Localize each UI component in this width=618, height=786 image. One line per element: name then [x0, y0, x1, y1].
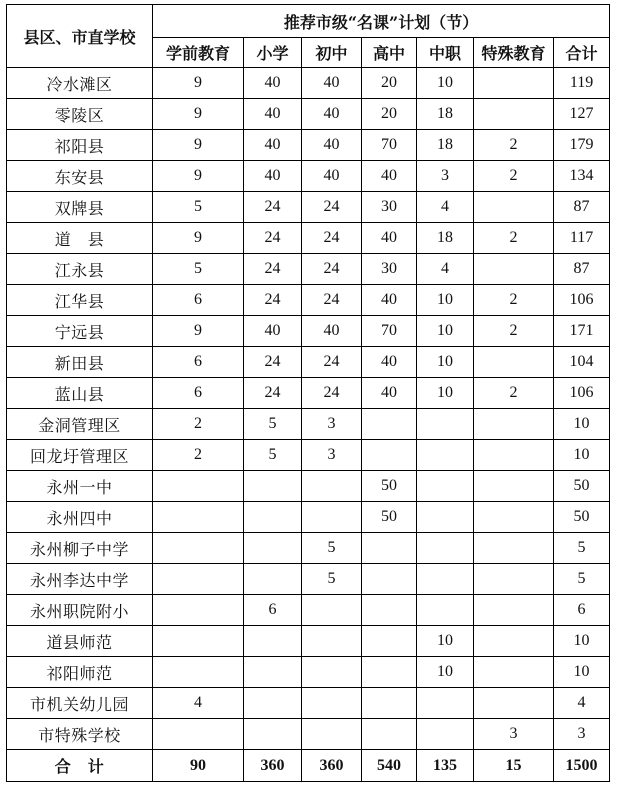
- table-cell: 106: [554, 285, 610, 316]
- table-cell: 70: [362, 130, 417, 161]
- table-row: [7, 161, 610, 192]
- table-cell: [244, 564, 302, 595]
- row-label: 双牌县: [7, 192, 153, 223]
- table-cell: 10: [417, 347, 474, 378]
- table-cell: [417, 440, 474, 471]
- table-row: [7, 502, 610, 533]
- table-cell: 171: [554, 316, 610, 347]
- row-label: 回龙圩管理区: [7, 440, 153, 471]
- table-cell: 40: [362, 161, 417, 192]
- table-cell: 24: [244, 254, 302, 285]
- table-cell: 9: [153, 99, 244, 130]
- row-label: 永州四中: [7, 502, 153, 533]
- table-cell: 10: [417, 316, 474, 347]
- table-cell: 9: [153, 161, 244, 192]
- table-cell: [302, 719, 362, 750]
- column-header: 初中: [302, 38, 362, 68]
- table-cell: 18: [417, 130, 474, 161]
- column-header: 高中: [362, 38, 417, 68]
- row-label: 合 计: [7, 750, 153, 782]
- column-header: 合计: [554, 38, 610, 68]
- table-cell: 2: [153, 440, 244, 471]
- table-cell: 40: [362, 378, 417, 409]
- table-row: [7, 68, 610, 99]
- table-cell: [474, 626, 554, 657]
- table-cell: 10: [554, 626, 610, 657]
- table-row: [7, 316, 610, 347]
- table-cell: [417, 595, 474, 626]
- table-cell: [302, 688, 362, 719]
- table-cell: [302, 471, 362, 502]
- header-row-group: [7, 5, 610, 38]
- table-cell: 24: [302, 378, 362, 409]
- table-cell: 4: [153, 688, 244, 719]
- table-cell: [244, 471, 302, 502]
- table-cell: 40: [362, 223, 417, 254]
- table-cell: 40: [244, 130, 302, 161]
- row-label: 冷水滩区: [7, 68, 153, 99]
- table-cell: [362, 564, 417, 595]
- table-cell: 119: [554, 68, 610, 99]
- table-cell: 10: [554, 440, 610, 471]
- table-cell: [153, 471, 244, 502]
- table-cell: 135: [417, 750, 474, 782]
- row-label: 宁远县: [7, 316, 153, 347]
- table-cell: 10: [417, 626, 474, 657]
- table-row: [7, 657, 610, 688]
- table-row: [7, 192, 610, 223]
- table-cell: 24: [302, 192, 362, 223]
- table-cell: [153, 595, 244, 626]
- table-cell: 6: [244, 595, 302, 626]
- table-cell: 40: [302, 316, 362, 347]
- table-cell: 40: [244, 99, 302, 130]
- table-row: [7, 688, 610, 719]
- table-cell: 179: [554, 130, 610, 161]
- table-cell: 40: [302, 99, 362, 130]
- table-row: [7, 409, 610, 440]
- table-cell: 4: [417, 254, 474, 285]
- table-cell: 6: [153, 285, 244, 316]
- table-row: [7, 130, 610, 161]
- table-cell: 10: [417, 68, 474, 99]
- corner-header: 县区、市直学校: [7, 5, 153, 68]
- table-cell: 5: [244, 440, 302, 471]
- table-cell: [474, 68, 554, 99]
- table-cell: 5: [302, 564, 362, 595]
- table-cell: 9: [153, 223, 244, 254]
- table-cell: [362, 657, 417, 688]
- table-cell: [474, 440, 554, 471]
- table-cell: [474, 657, 554, 688]
- table-cell: 10: [417, 285, 474, 316]
- table-cell: 30: [362, 192, 417, 223]
- table-cell: 40: [302, 68, 362, 99]
- table-cell: [244, 626, 302, 657]
- column-header: 学前教育: [153, 38, 244, 68]
- table-cell: 24: [302, 254, 362, 285]
- table-cell: 70: [362, 316, 417, 347]
- row-label: 永州李达中学: [7, 564, 153, 595]
- table-cell: [417, 471, 474, 502]
- table-row: [7, 440, 610, 471]
- table-cell: 40: [244, 161, 302, 192]
- table-cell: 90: [153, 750, 244, 782]
- group-header: 推荐市级“名课”计划（节）: [153, 5, 610, 38]
- table-cell: 24: [244, 378, 302, 409]
- row-label: 零陵区: [7, 99, 153, 130]
- table-cell: 3: [417, 161, 474, 192]
- table-cell: 6: [153, 378, 244, 409]
- table-cell: 18: [417, 223, 474, 254]
- table-cell: [244, 688, 302, 719]
- table-cell: 106: [554, 378, 610, 409]
- table-cell: 5: [244, 409, 302, 440]
- table-cell: [417, 564, 474, 595]
- table-cell: 15: [474, 750, 554, 782]
- table-row: [7, 285, 610, 316]
- table-cell: [474, 502, 554, 533]
- table-cell: 4: [554, 688, 610, 719]
- table-cell: [362, 595, 417, 626]
- table-cell: [153, 657, 244, 688]
- row-label: 祁阳县: [7, 130, 153, 161]
- column-header: 小学: [244, 38, 302, 68]
- table-cell: 117: [554, 223, 610, 254]
- table-cell: [302, 595, 362, 626]
- table-cell: 2: [474, 223, 554, 254]
- table-cell: 127: [554, 99, 610, 130]
- row-label: 市特殊学校: [7, 719, 153, 750]
- column-header: 中职: [417, 38, 474, 68]
- total-row: [7, 750, 610, 782]
- table-cell: [474, 409, 554, 440]
- table-cell: 40: [362, 347, 417, 378]
- table-cell: 24: [244, 347, 302, 378]
- table-cell: [362, 688, 417, 719]
- table-cell: 5: [302, 533, 362, 564]
- table-cell: 3: [302, 440, 362, 471]
- table-cell: 104: [554, 347, 610, 378]
- table-cell: 40: [302, 130, 362, 161]
- table-cell: 18: [417, 99, 474, 130]
- table-cell: [244, 719, 302, 750]
- row-label: 市机关幼儿园: [7, 688, 153, 719]
- table-cell: [153, 564, 244, 595]
- table-cell: 40: [362, 285, 417, 316]
- table-cell: 10: [417, 378, 474, 409]
- table-cell: 2: [474, 378, 554, 409]
- table-cell: 360: [244, 750, 302, 782]
- table-cell: 6: [153, 347, 244, 378]
- table-cell: [153, 533, 244, 564]
- table-cell: [244, 657, 302, 688]
- table-cell: [362, 440, 417, 471]
- table-cell: [474, 254, 554, 285]
- table-cell: [362, 409, 417, 440]
- table-row: [7, 347, 610, 378]
- table-row: [7, 471, 610, 502]
- table-cell: [474, 564, 554, 595]
- table-row: [7, 223, 610, 254]
- table-cell: 10: [554, 409, 610, 440]
- table-cell: 87: [554, 192, 610, 223]
- table-cell: [417, 409, 474, 440]
- table-cell: [302, 502, 362, 533]
- table-cell: 360: [302, 750, 362, 782]
- row-label: 新田县: [7, 347, 153, 378]
- table-row: [7, 595, 610, 626]
- table-cell: [362, 719, 417, 750]
- table-cell: 50: [554, 471, 610, 502]
- table-cell: 9: [153, 316, 244, 347]
- table-cell: 5: [153, 254, 244, 285]
- table-cell: 24: [244, 192, 302, 223]
- table-cell: 10: [554, 657, 610, 688]
- table-cell: [474, 688, 554, 719]
- table-cell: [474, 471, 554, 502]
- table-cell: 3: [302, 409, 362, 440]
- table-row: [7, 254, 610, 285]
- table-cell: [417, 719, 474, 750]
- table-cell: 9: [153, 130, 244, 161]
- row-label: 祁阳师范: [7, 657, 153, 688]
- table-cell: [153, 502, 244, 533]
- table-cell: [362, 533, 417, 564]
- table-cell: [474, 347, 554, 378]
- table-row: [7, 378, 610, 409]
- table-cell: 24: [302, 285, 362, 316]
- table-cell: 4: [417, 192, 474, 223]
- row-label: 江华县: [7, 285, 153, 316]
- table-cell: [153, 626, 244, 657]
- row-label: 道县师范: [7, 626, 153, 657]
- table-cell: 24: [302, 223, 362, 254]
- table-cell: 20: [362, 99, 417, 130]
- table-cell: [474, 595, 554, 626]
- table-cell: 40: [244, 316, 302, 347]
- table-cell: [302, 626, 362, 657]
- row-label: 金洞管理区: [7, 409, 153, 440]
- table-cell: 50: [554, 502, 610, 533]
- row-label: 蓝山县: [7, 378, 153, 409]
- table-cell: [417, 502, 474, 533]
- table-cell: 5: [153, 192, 244, 223]
- table-cell: 2: [474, 285, 554, 316]
- table-cell: 1500: [554, 750, 610, 782]
- table-cell: 134: [554, 161, 610, 192]
- table-cell: 2: [474, 161, 554, 192]
- row-label: 东安县: [7, 161, 153, 192]
- table-row: [7, 564, 610, 595]
- table-cell: [474, 192, 554, 223]
- table-cell: 24: [244, 285, 302, 316]
- table-cell: 87: [554, 254, 610, 285]
- table-row: [7, 99, 610, 130]
- table-cell: 50: [362, 502, 417, 533]
- table-cell: [244, 502, 302, 533]
- table-cell: 24: [302, 347, 362, 378]
- table-cell: 540: [362, 750, 417, 782]
- table-cell: 9: [153, 68, 244, 99]
- table-cell: [474, 99, 554, 130]
- table-cell: 2: [153, 409, 244, 440]
- table-cell: 40: [244, 68, 302, 99]
- table-cell: 10: [417, 657, 474, 688]
- table-cell: [417, 533, 474, 564]
- row-label: 永州一中: [7, 471, 153, 502]
- table-cell: 2: [474, 130, 554, 161]
- table-row: [7, 626, 610, 657]
- row-label: 永州职院附小: [7, 595, 153, 626]
- row-label: 江永县: [7, 254, 153, 285]
- table-cell: [362, 626, 417, 657]
- column-header: 特殊教育: [474, 38, 554, 68]
- table-cell: [244, 533, 302, 564]
- table-cell: 6: [554, 595, 610, 626]
- table-cell: 5: [554, 564, 610, 595]
- table-cell: 3: [554, 719, 610, 750]
- table-cell: 20: [362, 68, 417, 99]
- table-row: [7, 719, 610, 750]
- row-label: 道 县: [7, 223, 153, 254]
- table-cell: 30: [362, 254, 417, 285]
- table-cell: 50: [362, 471, 417, 502]
- table-cell: [474, 533, 554, 564]
- table-row: [7, 533, 610, 564]
- row-label: 永州柳子中学: [7, 533, 153, 564]
- table-cell: [153, 719, 244, 750]
- plan-table: [6, 4, 610, 782]
- table-cell: 2: [474, 316, 554, 347]
- table-cell: [302, 657, 362, 688]
- table-cell: 5: [554, 533, 610, 564]
- table-cell: [417, 688, 474, 719]
- table-cell: 3: [474, 719, 554, 750]
- table-cell: 40: [302, 161, 362, 192]
- table-cell: 24: [244, 223, 302, 254]
